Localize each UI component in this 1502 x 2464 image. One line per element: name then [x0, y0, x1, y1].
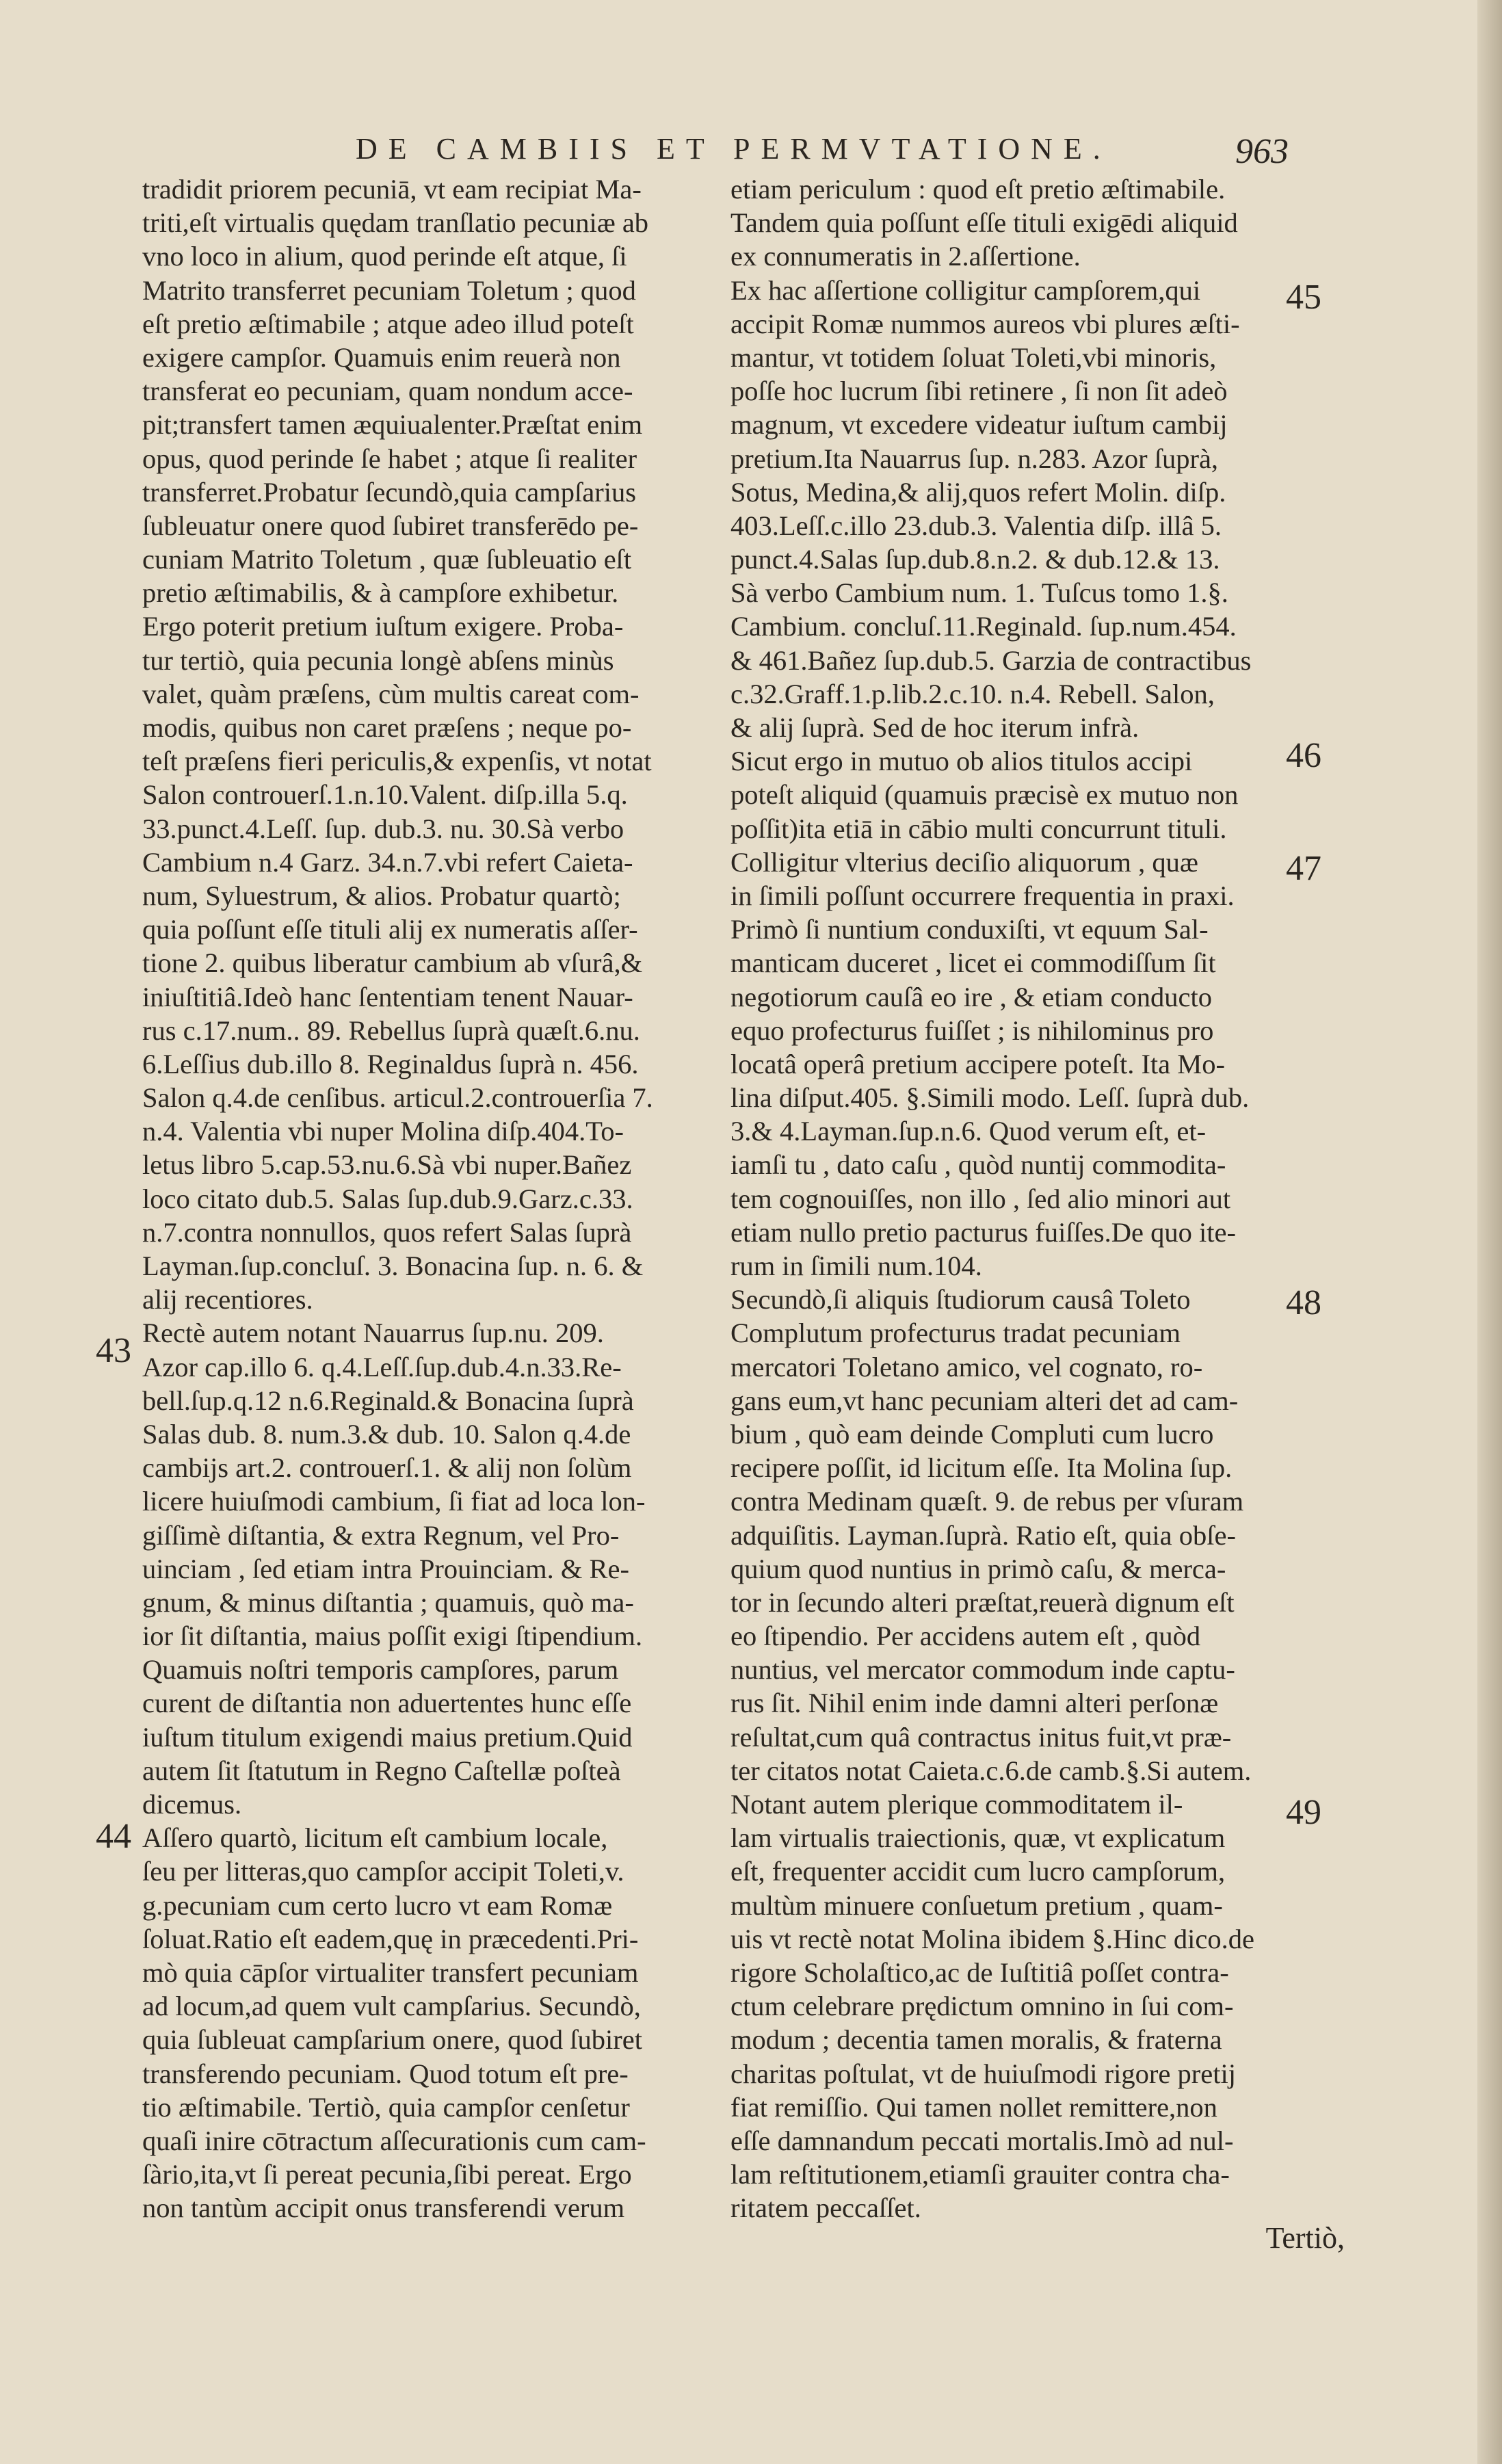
text-line: Tandem quia poſſunt eſſe tituli exigēdi aliquid	[730, 207, 1238, 239]
text-line: Sicut ergo in mutuo ob alios titulos accipi	[730, 746, 1193, 777]
text-line: gnum, & minus diſtantia ; quamuis, quò ma-	[142, 1586, 634, 1618]
text-line: poſſe hoc lucrum ſibi retinere , ſi non ſit adeò	[730, 376, 1228, 407]
text-line: lam reſtitutionem,etiamſi grauiter contra cha-	[730, 2159, 1230, 2190]
text-line: dicemus.	[142, 1789, 242, 1820]
text-line: teſt præſens fieri periculis,& expenſis, vt notat	[142, 746, 652, 777]
text-line: ctum celebrare prędictum omnino in ſui com-	[730, 1991, 1234, 2022]
text-line: giſſimè diſtantia, & extra Regnum, vel Pro-	[142, 1519, 620, 1551]
text-line: num, Syluestrum, & alios. Probatur quartò;	[142, 880, 621, 911]
text-line: poſſit)ita etiā in cābio multi concurrunt tituli.	[730, 813, 1227, 844]
text-line: exigere campſor. Quamuis enim reuerà non	[142, 341, 621, 373]
text-line: pretium.Ita Nauarrus ſup. n.283. Azor ſuprà,	[730, 443, 1219, 474]
text-line: Colligitur vlterius deciſio aliquorum , quæ	[730, 846, 1198, 878]
text-line: g.pecuniam cum certo lucro vt eam Romæ	[142, 1889, 613, 1921]
text-line: letus libro 5.cap.53.nu.6.Sà vbi nuper.Bañez	[142, 1149, 632, 1181]
text-line: eſt pretio æſtimabile ; atque adeo illud poteſt	[142, 308, 634, 339]
text-line: modum ; decentia tamen moralis, & fraterna	[730, 2024, 1222, 2056]
margin-number-48: 48	[1286, 1283, 1321, 1322]
margin-number-45: 45	[1286, 278, 1321, 317]
text-line: ritatem peccaſſet.	[730, 2192, 921, 2224]
text-line: in ſimili poſſunt occurrere frequentia in praxi.	[730, 880, 1235, 911]
text-line: uinciam , ſed etiam intra Prouinciam. & Re-	[142, 1553, 629, 1584]
text-line: mercatori Toletano amico, vel cognato, ro-	[730, 1351, 1203, 1382]
text-line: Quamuis noſtri temporis campſores, parum	[142, 1654, 619, 1686]
text-line: uis vt rectè notat Molina ibidem §.Hinc dico.de	[730, 1923, 1254, 1954]
text-line: etiam periculum : quod eſt pretio æſtimabile.	[730, 174, 1226, 205]
text-line: vno loco in alium, quod perinde eſt atque, ſi	[142, 241, 627, 272]
right-column	[730, 172, 1305, 2225]
text-line: Rectè autem notant Nauarrus ſup.nu. 209.	[142, 1318, 604, 1349]
text-line: tione 2. quibus liberatur cambium ab vſurâ,&	[142, 947, 643, 979]
text-line: bell.ſup.q.12 n.6.Reginald.& Bonacina ſuprà	[142, 1385, 634, 1416]
text-line: triti,eſt virtualis quędam tranſlatio pecuniæ ab	[142, 207, 649, 239]
text-line: ior ſit diſtantia, maius poſſit exigi ſtipendium.	[142, 1621, 643, 1652]
text-line: ſàrio,ita,vt ſi pereat pecunia,ſibi pereat. Ergo	[142, 2159, 632, 2190]
text-line: eo ſtipendio. Per accidens autem eſt , quòd	[730, 1621, 1201, 1652]
text-line: licere huiuſmodi cambium, ſi fiat ad loca lon-	[142, 1486, 646, 1517]
left-column	[142, 172, 717, 2225]
text-line: gans eum,vt hanc pecuniam alteri det ad cam-	[730, 1385, 1239, 1416]
text-line: n.7.contra nonnullos, quos refert Salas ſuprà	[142, 1216, 632, 1248]
margin-number-49: 49	[1286, 1793, 1321, 1832]
text-line: ad locum,ad quem vult campſarius. Secundò,	[142, 1991, 641, 2022]
text-line: valet, quàm præſens, cùm multis careat com-	[142, 678, 640, 709]
text-line: ſoluat.Ratio eſt eadem,quę in præcedenti.Pri-	[142, 1923, 639, 1954]
text-line: iamſi tu , dato caſu , quòd nuntij commodita-	[730, 1149, 1226, 1181]
margin-number-46: 46	[1286, 736, 1321, 775]
text-line: non tantùm accipit onus transferendi verum	[142, 2192, 625, 2224]
margin-number-47: 47	[1286, 849, 1321, 888]
running-head: DE CAMBIIS ET PERMVTATIONE.	[356, 132, 1111, 166]
text-line: ſeu per litteras,quo campſor accipit Toleti,v.	[142, 1856, 624, 1887]
text-line: fiat remiſſio. Qui tamen nollet remittere,non	[730, 2091, 1217, 2123]
text-line: manticam duceret , licet ei commodiſſum ſit	[730, 947, 1216, 979]
text-line: rigore Scholaſtico,ac de Iuſtitiâ poſſet contra-	[730, 1956, 1229, 1988]
text-line: transferret.Probatur ſecundò,quia campſarius	[142, 476, 636, 508]
text-line: & 461.Bañez ſup.dub.5. Garzia de contractibus	[730, 644, 1252, 676]
page-number: 963	[1235, 132, 1289, 171]
text-line: Notant autem plerique commoditatem il-	[730, 1789, 1183, 1820]
text-line: Azor cap.illo 6. q.4.Leſſ.ſup.dub.4.n.33.Re-	[142, 1351, 622, 1382]
text-line: tur tertiò, quia pecunia longè abſens minùs	[142, 644, 614, 676]
text-line: Cambium. concluſ.11.Reginald. ſup.num.454.	[730, 611, 1237, 642]
text-line: transferat eo pecuniam, quam nondum acce-	[142, 376, 633, 407]
text-line: quia poſſunt eſſe tituli alij ex numeratis aſſer-	[142, 914, 638, 945]
text-line: locatâ operâ pretium accipere poteſt. Ita Mo-	[730, 1048, 1226, 1079]
text-line: charitas poſtulat, vt de huiuſmodi rigore pretij	[730, 2058, 1236, 2089]
text-line: Layman.ſup.concluſ. 3. Bonacina ſup. n. 6. &	[142, 1250, 644, 1281]
text-line: eſſe damnandum peccati mortalis.Imò ad nul-	[730, 2125, 1234, 2156]
text-line: 33.punct.4.Leſſ. ſup. dub.3. nu. 30.Sà verbo	[142, 813, 624, 844]
text-line: mò quia cāpſor virtualiter transfert pecuniam	[142, 1956, 639, 1988]
text-line: pretio æſtimabilis, & à campſore exhibetur.	[142, 577, 619, 609]
text-line: tio æſtimabile. Tertiò, quia campſor cenſetur	[142, 2091, 630, 2123]
text-line: c.32.Graff.1.p.lib.2.c.10. n.4. Rebell. Salon,	[730, 678, 1215, 709]
text-line: opus, quod perinde ſe habet ; atque ſi realiter	[142, 443, 637, 474]
text-line: recipere poſſit, id licitum eſſe. Ita Molina ſup.	[730, 1452, 1233, 1484]
text-line: 403.Leſſ.c.illo 23.dub.3. Valentia diſp. illâ 5.	[730, 510, 1222, 541]
text-line: n.4. Valentia vbi nuper Molina diſp.404.To-	[142, 1116, 624, 1147]
text-line: punct.4.Salas ſup.dub.8.n.2. & dub.12.& 13.	[730, 544, 1220, 575]
text-line: lam virtualis traiectionis, quæ, vt explicatum	[730, 1822, 1226, 1854]
text-line: Primò ſi nuntium conduxiſti, vt equum Sal-	[730, 914, 1209, 945]
text-line: Ex hac aſſertione colligitur campſorem,qui	[730, 274, 1201, 306]
text-line: pit;transfert tamen æquiualenter.Præſtat enim	[142, 409, 643, 441]
text-line: poteſt aliquid (quamuis præcisè ex mutuo non	[730, 779, 1239, 811]
text-line: alij recentiores.	[142, 1284, 313, 1315]
text-line: rum in ſimili num.104.	[730, 1250, 982, 1281]
text-line: quaſi inire cōtractum aſſecurationis cum cam-	[142, 2125, 646, 2156]
text-line: transferendo pecuniam. Quod totum eſt pre-	[142, 2058, 629, 2089]
catchword: Tertiò,	[1265, 2221, 1345, 2255]
text-line: & alij ſuprà. Sed de hoc iterum infrà.	[730, 712, 1139, 743]
text-line: eſt, frequenter accidit cum lucro campſorum,	[730, 1856, 1226, 1887]
text-line: accipit Romæ nummos aureos vbi plures æſti-	[730, 308, 1240, 339]
text-line: tor in ſecundo alteri præſtat,reuerà dignum eſt	[730, 1586, 1235, 1618]
text-line: Ergo poterit pretium iuſtum exigere. Proba-	[142, 611, 624, 642]
text-line: ex connumeratis in 2.aſſertione.	[730, 241, 1081, 272]
text-line: nuntius, vel mercator commodum inde captu-	[730, 1654, 1235, 1686]
text-line: iniuſtitiâ.Ideò hanc ſententiam tenent Nauar-	[142, 981, 633, 1012]
text-line: tem cognouiſſes, non illo , ſed alio minori aut	[730, 1183, 1231, 1214]
text-line: 3.& 4.Layman.ſup.n.6. Quod verum eſt, et-	[730, 1116, 1207, 1147]
text-line: bium , quò eam deinde Compluti cum lucro	[730, 1418, 1214, 1450]
text-line: quium quod nuntius in primò caſu, & merca-	[730, 1553, 1226, 1584]
text-line: cuniam Matrito Toletum , quæ ſubleuatio eſt	[142, 544, 632, 575]
text-line: Secundò,ſi aliquis ſtudiorum causâ Toleto	[730, 1284, 1191, 1315]
text-line: Salon controuerſ.1.n.10.Valent. diſp.illa 5.q.	[142, 779, 628, 811]
text-line: Complutum profecturus tradat pecuniam	[730, 1318, 1181, 1349]
text-line: modis, quibus non caret præſens ; neque po-	[142, 712, 632, 743]
text-line: Aſſero quartò, licitum eſt cambium locale,	[142, 1822, 608, 1854]
text-line: rus c.17.num.. 89. Rebellus ſuprà quæſt.6.nu.	[142, 1014, 640, 1046]
text-line: Salas dub. 8. num.3.& dub. 10. Salon q.4.de	[142, 1418, 631, 1450]
text-line: rus ſit. Nihil enim inde damni alteri perſonæ	[730, 1688, 1219, 1719]
text-line: reſultat,cum quâ contractus initus fuit,vt præ-	[730, 1721, 1232, 1753]
text-line: cambijs art.2. controuerſ.1. & alij non ſolùm	[142, 1452, 632, 1484]
text-line: autem ſit ſtatutum in Regno Caſtellæ poſteà	[142, 1755, 621, 1786]
text-line: etiam nullo pretio pacturus fuiſſes.De quo ite-	[730, 1216, 1236, 1248]
text-line: lina diſput.405. §.Simili modo. Leſſ. ſuprà dub.	[730, 1082, 1250, 1114]
text-line: iuſtum titulum exigendi maius pretium.Quid	[142, 1721, 633, 1753]
text-line: equo profecturus fuiſſet ; is nihilominus pro	[730, 1014, 1214, 1046]
text-line: tradidit priorem pecuniā, vt eam recipiat Ma-	[142, 174, 642, 205]
margin-number-44: 44	[96, 1817, 131, 1856]
text-line: ter citatos notat Caieta.c.6.de camb.§.Si autem.	[730, 1755, 1252, 1786]
page-edge	[1477, 0, 1502, 2464]
text-line: Sotus, Medina,& alij,quos refert Molin. diſp.	[730, 476, 1226, 508]
text-line: multùm minuere conſuetum pretium , quam-	[730, 1889, 1223, 1921]
text-line: negotiorum cauſâ eo ire , & etiam conducto	[730, 981, 1213, 1012]
text-line: 6.Leſſius dub.illo 8. Reginaldus ſuprà n. 456.	[142, 1048, 639, 1079]
text-line: quia ſubleuat campſarium onere, quod ſubiret	[142, 2024, 643, 2056]
text-line: Sà verbo Cambium num. 1. Tuſcus tomo 1.§.	[730, 577, 1228, 609]
text-line: adquiſitis. Layman.ſuprà. Ratio eſt, quia obſe-	[730, 1519, 1236, 1551]
text-line: contra Medinam quæſt. 9. de rebus per vſuram	[730, 1486, 1244, 1517]
margin-number-43: 43	[96, 1331, 131, 1370]
text-line: Matrito transferret pecuniam Toletum ; quod	[142, 274, 636, 306]
text-line: mantur, vt totidem ſoluat Toleti,vbi minoris,	[730, 341, 1217, 373]
page-header	[137, 131, 1300, 172]
text-line: ſubleuatur onere quod ſubiret transferēdo pe-	[142, 510, 639, 541]
text-line: loco citato dub.5. Salas ſup.dub.9.Garz.c.33.	[142, 1183, 633, 1214]
text-line: magnum, vt excedere videatur iuſtum cambij	[730, 409, 1228, 441]
text-line: curent de diſtantia non aduertentes hunc eſſe	[142, 1688, 632, 1719]
text-line: Cambium n.4 Garz. 34.n.7.vbi refert Caieta-	[142, 846, 633, 878]
text-line: Salon q.4.de cenſibus. articul.2.controuerſia 7.	[142, 1082, 653, 1114]
